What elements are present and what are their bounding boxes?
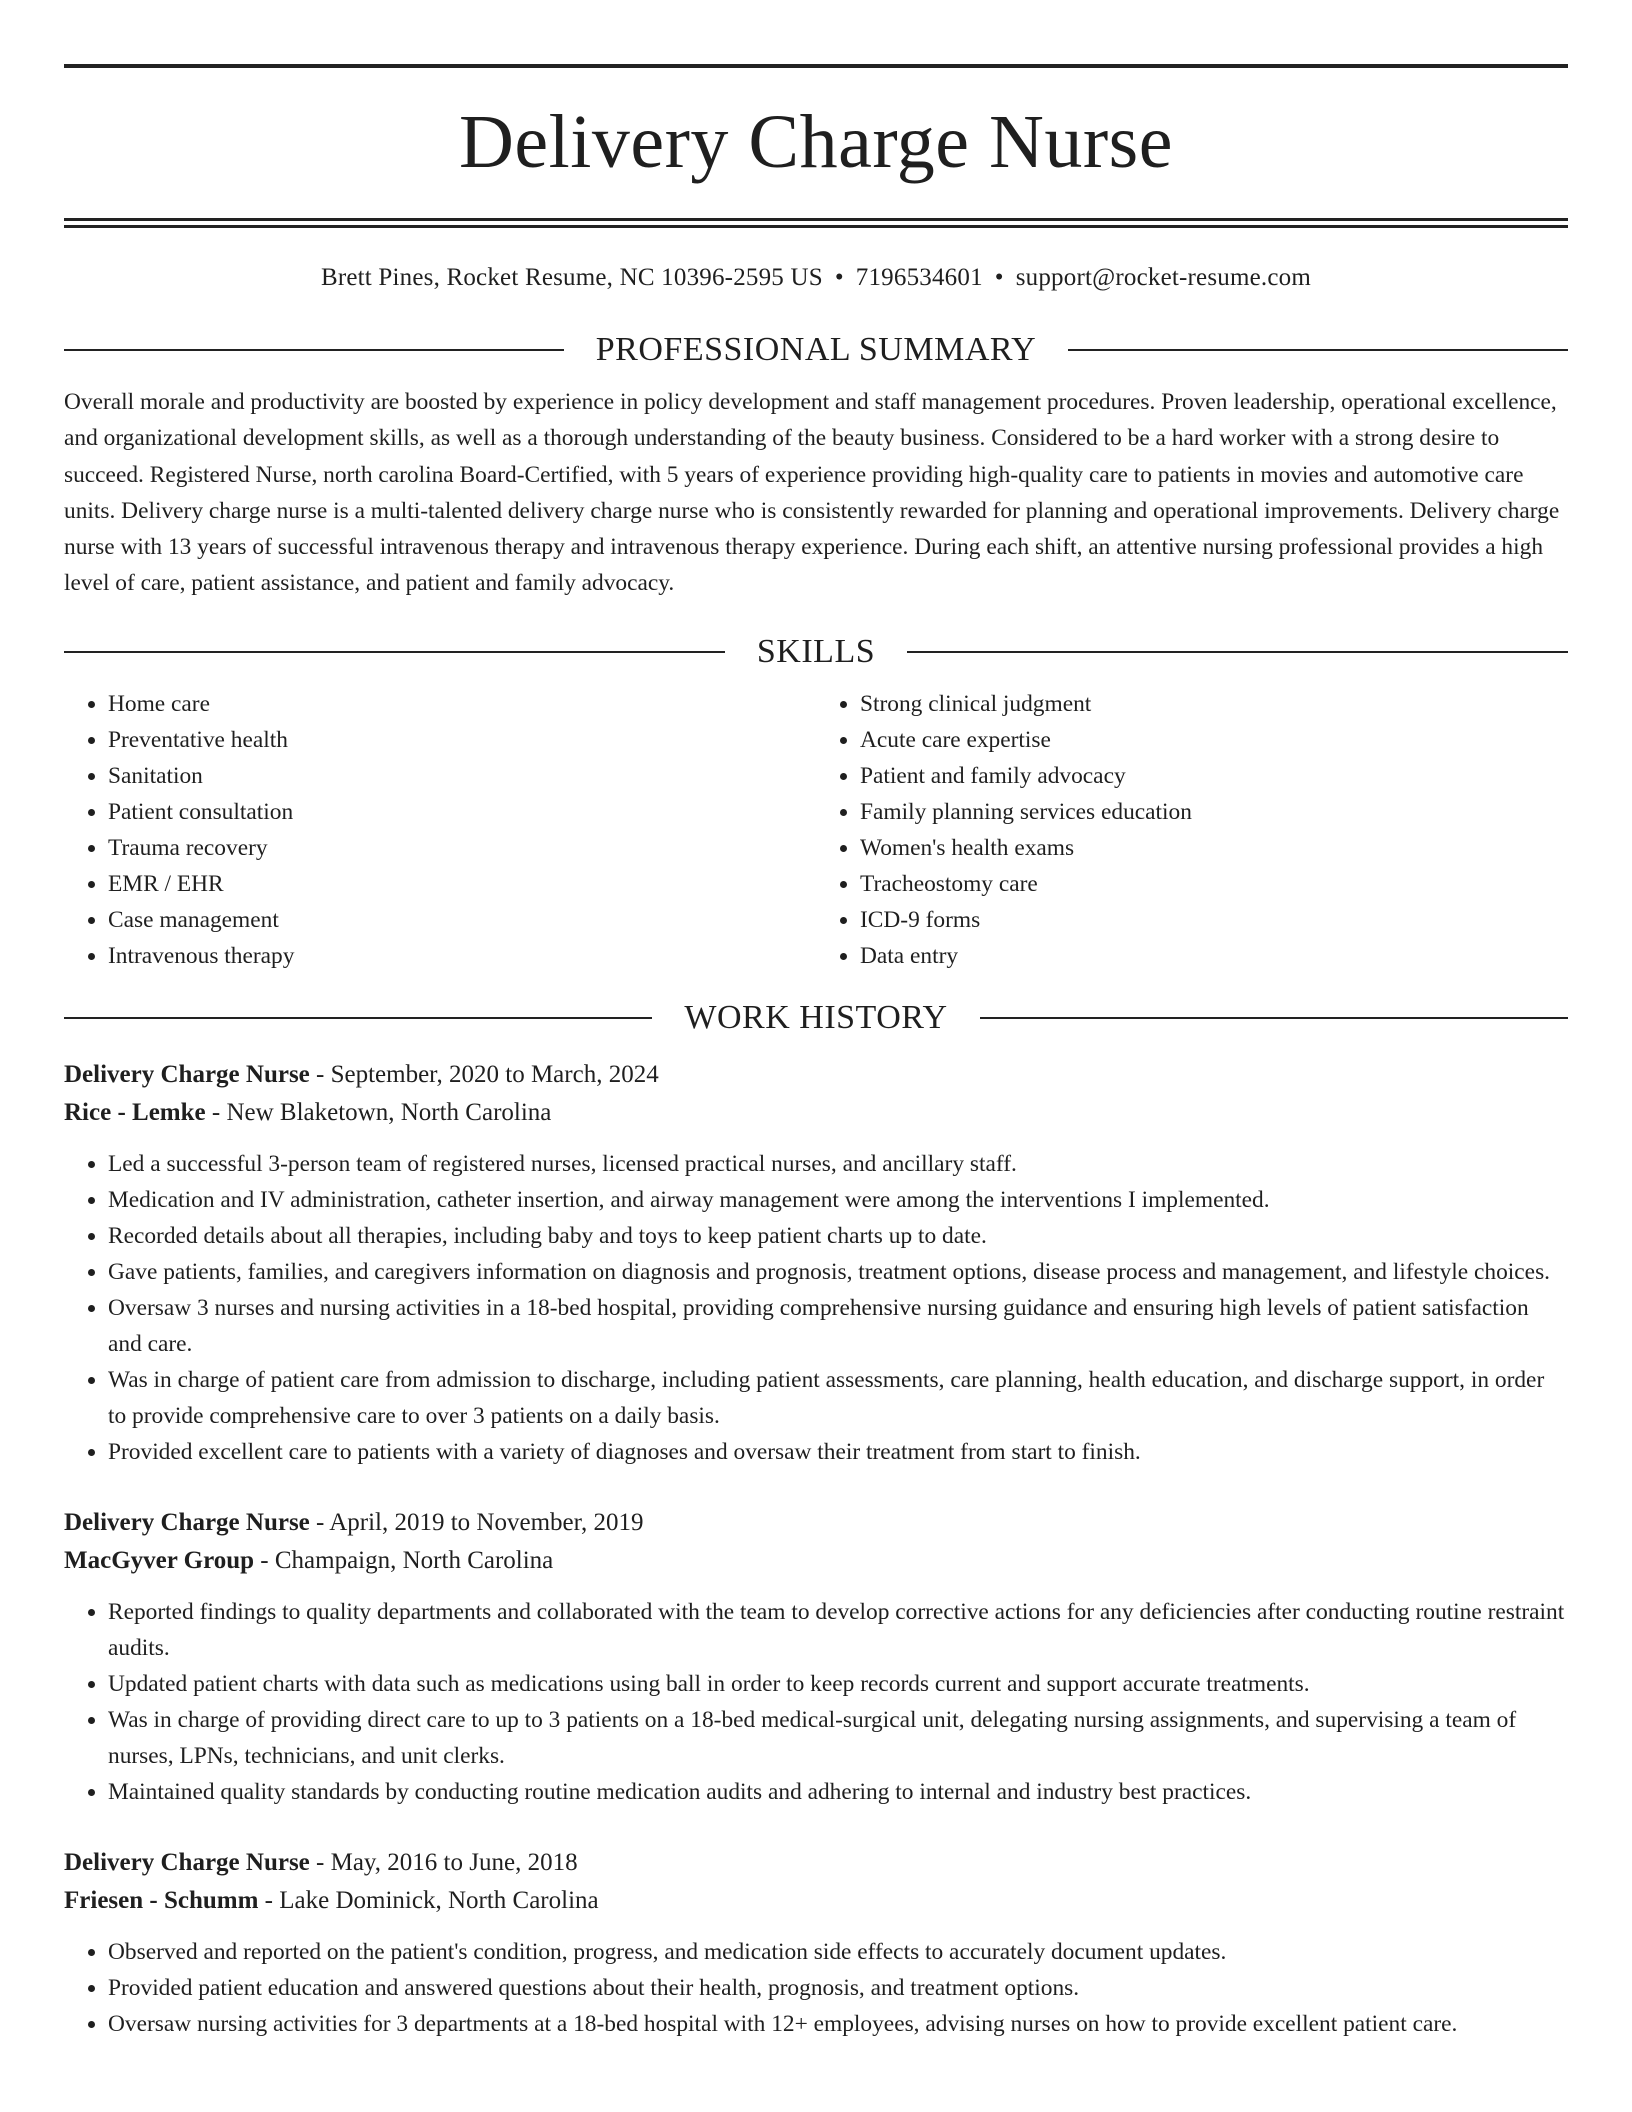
job-company-line bbox=[64, 1094, 1568, 1132]
job-bullet: • Provided excellent care to patients with a variety of diagnoses and oversaw their treatment from start to finish. bbox=[108, 1434, 1568, 1470]
job-title: Delivery Charge Nurse bbox=[64, 1508, 310, 1536]
job-bullets bbox=[64, 1146, 1568, 1470]
job-entry bbox=[64, 1844, 1568, 2042]
skill-item: • Preventative health bbox=[108, 722, 816, 758]
skills-column-right bbox=[816, 686, 1568, 974]
contact-line bbox=[64, 262, 1568, 294]
job-bullets bbox=[64, 1594, 1568, 1810]
resume-page bbox=[64, 64, 1568, 2042]
heading-rule-left bbox=[64, 651, 725, 653]
job-title-line bbox=[64, 1504, 1568, 1542]
job-bullet: • Reported findings to quality departments and collaborated with the team to develop corrective actions for any deficiencies after conducting routine restraint audits. bbox=[108, 1594, 1568, 1666]
skills-list bbox=[64, 686, 1568, 974]
top-rule bbox=[64, 64, 1568, 68]
job-dates: - September, 2020 to March, 2024 bbox=[309, 1060, 659, 1088]
job-bullet: • Observed and reported on the patient's condition, progress, and medication side effects to accurately document updates. bbox=[108, 1934, 1568, 1970]
job-location: - Lake Dominick, North Carolina bbox=[258, 1886, 599, 1914]
summary-heading bbox=[64, 328, 1568, 372]
summary-text: Overall morale and productivity are boosted by experience in policy development and staff management procedures. Proven leadership, operational excellence, and organizational development skills, as well as a thorough understanding of the beauty business. Considered to be a hard worker with a strong desire to succeed. Registered Nurse, north carolina Board-Certified, with 5 years of experience providing high-quality care to patients in movies and automotive care units. Delivery charge nurse is a multi-talented delivery charge nurse who is consistently rewarded for planning and operational improvements. Delivery charge nurse with 13 years of successful intravenous therapy and intravenous therapy experience. During each shift, an attentive nursing professional provides a high level of care, patient assistance, and patient and family advocacy. bbox=[64, 389, 1560, 597]
contact-email: support@rocket-resume.com bbox=[1015, 264, 1312, 291]
job-company-line bbox=[64, 1542, 1568, 1580]
skill-item: • Sanitation bbox=[108, 758, 816, 794]
section-title: WORK HISTORY bbox=[684, 998, 948, 1036]
job-title: Delivery Charge Nurse bbox=[64, 1060, 310, 1088]
skills-heading bbox=[64, 630, 1568, 674]
contact-address: Brett Pines, Rocket Resume, NC 10396-2595 US bbox=[320, 264, 823, 291]
job-bullet: • Updated patient charts with data such as medications using ball in order to keep records current and support accurate treatments. bbox=[108, 1666, 1568, 1702]
contact-separator: • bbox=[834, 264, 844, 291]
skill-item: • Family planning services education bbox=[860, 794, 1568, 830]
skill-item: • Trauma recovery bbox=[108, 830, 816, 866]
skills-column-left bbox=[64, 686, 816, 974]
job-bullet: • Oversaw nursing activities for 3 departments at a 18-bed hospital with 12+ employees, advising nurses on how to provide excellent patient care. bbox=[108, 2006, 1568, 2042]
job-bullet: • Was in charge of providing direct care to up to 3 patients on a 18-bed medical-surgical unit, delegating nursing assignments, and supervising a team of nurses, LPNs, technicians, and unit clerks. bbox=[108, 1702, 1568, 1774]
skill-item: • Acute care expertise bbox=[860, 722, 1568, 758]
skill-item: • Home care bbox=[108, 686, 816, 722]
job-title-line bbox=[64, 1844, 1568, 1882]
heading-rule-left bbox=[64, 1017, 652, 1019]
skill-item: • Patient consultation bbox=[108, 794, 816, 830]
skill-item: • Patient and family advocacy bbox=[860, 758, 1568, 794]
job-location: - New Blaketown, North Carolina bbox=[205, 1098, 552, 1126]
heading-rule-right bbox=[907, 651, 1568, 653]
job-bullet: • Medication and IV administration, catheter insertion, and airway management were among the interventions I implemented. bbox=[108, 1182, 1568, 1218]
job-bullet: • Was in charge of patient care from admission to discharge, including patient assessments, care planning, health education, and discharge support, in order to provide comprehensive care to over 3 patients on a daily basis. bbox=[108, 1362, 1568, 1434]
contact-separator: • bbox=[994, 264, 1004, 291]
job-dates: - May, 2016 to June, 2018 bbox=[309, 1848, 578, 1876]
job-bullet: • Oversaw 3 nurses and nursing activities in a 18-bed hospital, providing comprehensive nursing guidance and ensuring high levels of patient satisfaction and care. bbox=[108, 1290, 1568, 1362]
job-title-line bbox=[64, 1056, 1568, 1094]
job-bullet: • Recorded details about all therapies, including baby and toys to keep patient charts up to date. bbox=[108, 1218, 1568, 1254]
header-double-rule bbox=[64, 218, 1568, 228]
job-company: Friesen - Schumm bbox=[64, 1886, 259, 1914]
job-company: Rice - Lemke bbox=[64, 1098, 206, 1126]
heading-rule-right bbox=[1068, 349, 1568, 351]
job-entry bbox=[64, 1504, 1568, 1810]
job-company: MacGyver Group bbox=[64, 1546, 255, 1574]
skill-item: • Women's health exams bbox=[860, 830, 1568, 866]
skill-item: • Case management bbox=[108, 902, 816, 938]
skill-item: • Intravenous therapy bbox=[108, 938, 816, 974]
skill-item: • Tracheostomy care bbox=[860, 866, 1568, 902]
job-bullet: • Led a successful 3-person team of registered nurses, licensed practical nurses, and ancillary staff. bbox=[108, 1146, 1568, 1182]
skill-item: • ICD-9 forms bbox=[860, 902, 1568, 938]
section-title: PROFESSIONAL SUMMARY bbox=[595, 331, 1037, 368]
contact-phone: 7196534601 bbox=[855, 264, 983, 291]
job-bullet: • Maintained quality standards by conducting routine medication audits and adhering to internal and industry best practices. bbox=[108, 1774, 1568, 1810]
skill-item: • EMR / EHR bbox=[108, 866, 816, 902]
resume-name: Delivery Charge Nurse bbox=[459, 100, 1173, 184]
job-title: Delivery Charge Nurse bbox=[64, 1848, 310, 1876]
work-history-heading bbox=[64, 996, 1568, 1040]
heading-rule-right bbox=[980, 1017, 1568, 1019]
skill-item: • Strong clinical judgment bbox=[860, 686, 1568, 722]
job-location: - Champaign, North Carolina bbox=[254, 1546, 554, 1574]
job-company-line bbox=[64, 1882, 1568, 1920]
heading-rule-left bbox=[64, 349, 564, 351]
job-bullet: • Provided patient education and answered questions about their health, prognosis, and treatment options. bbox=[108, 1970, 1568, 2006]
skill-item: • Data entry bbox=[860, 938, 1568, 974]
section-title: SKILLS bbox=[756, 632, 876, 670]
job-dates: - April, 2019 to November, 2019 bbox=[309, 1508, 644, 1536]
job-entry bbox=[64, 1056, 1568, 1470]
job-bullets bbox=[64, 1934, 1568, 2042]
job-bullet: • Gave patients, families, and caregivers information on diagnosis and prognosis, treatment options, disease process and management, and lifestyle choices. bbox=[108, 1254, 1568, 1290]
